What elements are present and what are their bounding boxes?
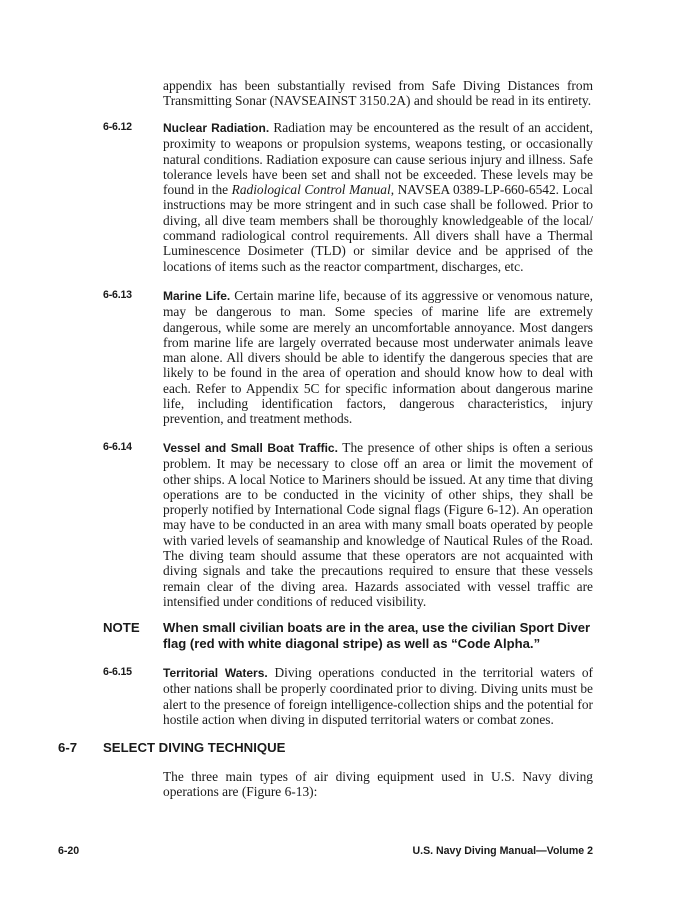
footer-page-number: 6-20 — [58, 845, 80, 857]
manual-reference: Radiological Control Manual — [231, 182, 391, 198]
section-text-cont: , NAVSEA 0389-LP-660-6542. Local instructions may be more stringent and in such case shall be followed. Prior to diving, all dive team members shall be thoroughly knowledgeable of the local/ command radiological control requirements. All divers shall have a Thermal Luminescence Dosimeter (TLD) or similar device and be apprised of the locations of items such as the reactor compartment, discharges, etc. — [163, 182, 594, 274]
section-title: Marine Life. — [163, 289, 231, 303]
note-label: NOTE — [103, 620, 140, 635]
section-title: Vessel and Small Boat Traffic. — [163, 441, 338, 455]
section-title: Nuclear Radiation. — [163, 121, 270, 135]
section-number: 6-6.14 — [103, 441, 132, 453]
section-body — [163, 120, 593, 274]
section-number: 6-6.13 — [103, 289, 132, 301]
section-body — [163, 440, 593, 609]
heading-number: 6-7 — [58, 740, 78, 755]
section-text: Diving operations conducted in the territorial waters of other nations shall be properly coordinated prior to diving. Diving units must be alert to the presence of foreign intelligence-collection ships and the potential for hostile action when diving in disputed territorial waters or combat zones. — [163, 665, 593, 727]
section-number: 6-6.12 — [103, 121, 132, 133]
section-text: Radiation may be encountered as the result of an accident, proximity to weapons or propulsion systems, weapons testing, or occasionally natural conditions. Radiation exposure can cause serious injury and illness. Safe tolerance levels have been set and shall not be exceeded. These levels may be found in the — [163, 120, 593, 198]
heading-title: SELECT DIVING TECHNIQUE — [103, 740, 286, 755]
footer-document-title: U.S. Navy Diving Manual—Volume 2 — [412, 845, 593, 857]
section-text: The presence of other ships is often a serious problem. It may be necessary to close off an area or limit the movement of other ships. A local Notice to Mariners should be issued. At any time that diving operations are to be conducted in the vicinity of other ships, they shall be properly notified by International Code signal flags (Figure 6-12). An operation may have to be conducted in an area with many small boats operated by people with varied levels of seamanship and knowledge of Nautical Rules of the Road. The diving team should assume that these operators are not acquainted with diving signals and take the precautions required to ensure that these vessels remain clear of the diving area. Hazards associated with vessel traffic are intensified under conditions of reduced visibility. — [163, 440, 593, 609]
section-body — [163, 288, 593, 427]
section-text: Certain marine life, because of its aggressive or venomous nature, may be dangerous to man. Some species of marine life are extremely dangerous, while some are merely an uncomfortable annoyance. Most dangers from marine life are largely overrated because most underwater animals leave man alone. All divers should be able to identify the dangerous species that are likely to be found in the area of operation and should know how to deal with each. Refer to Appendix 5C for specific information about dangerous marine life, including identification factors, dangerous characteristics, injury prevention, and treatment methods. — [163, 288, 593, 427]
section-title: Territorial Waters. — [163, 666, 268, 680]
continuation-text: appendix has been substantially revised from Safe Diving Distances from Transmitting Sonar (NAVSEAINST 3150.2A) and should be read in its entirety. — [163, 78, 593, 109]
section-number: 6-6.15 — [103, 666, 132, 678]
note-text: When small civilian boats are in the area, use the civilian Sport Diver flag (red with white diagonal stripe) as well as “Code Alpha.” — [163, 620, 591, 651]
section-body — [163, 665, 593, 727]
intro-text: The three main types of air diving equipment used in U.S. Navy diving operations are (Figure 6-13): — [163, 769, 593, 800]
